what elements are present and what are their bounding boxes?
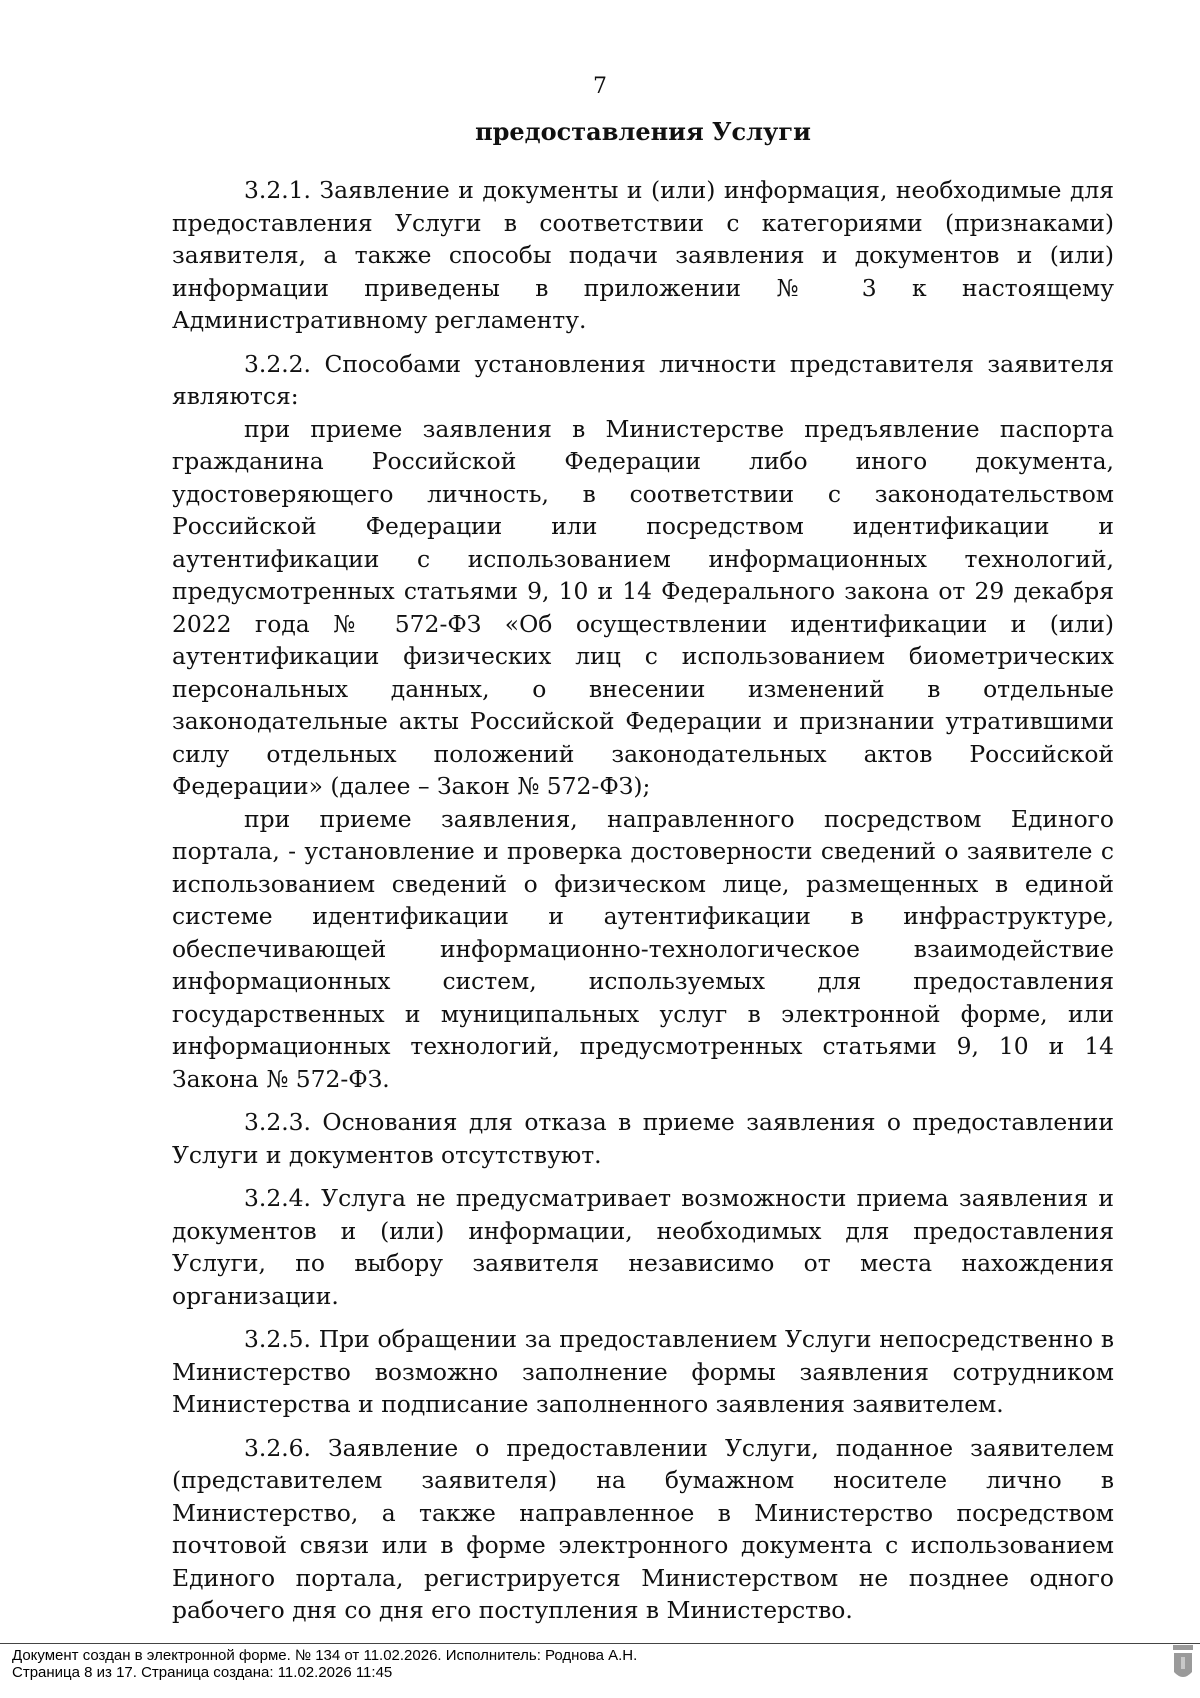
paragraph-3-2-1: 3.2.1. Заявление и документы и (или) информация, необходимые для предоставления Услуги в соответствии с категориями (признаками) заявителя, а также способы подачи заявления и документов и (или) информации приведены в приложении № 3 к настоящему Административному регламенту. [172,176,1114,334]
footer [12,1647,637,1681]
paragraph-identity-portal: при приеме заявления, направленного посредством Единого портала, - установление и проверка достоверности сведений о заявителе с использованием сведений о физическом лице, размещенных в единой системе идентификации и аутентификации в инфраструктуре, обеспечивающей информационно-технологическое взаимодействие информационных систем, используемых для предоставления государственных и муниципальных услуг в электронной форме, или информационных технологий, предусмотренных статьями 9, 10 и 14 Закона № 572-ФЗ. [172,804,1114,1093]
paragraph-3-2-4: 3.2.4. Услуга не предусматривает возможности приема заявления и документов и (или) информации, необходимых для предоставления Услуги, по выбору заявителя независимо от места нахождения организации. [172,1184,1114,1310]
footer-divider [0,1643,1200,1644]
paragraph-3-2-6: 3.2.6. Заявление о предоставлении Услуги, поданное заявителем (представителем заявителя) на бумажном носителе лично в Министерство, а также направленное в Министерство посредством почтовой связи или в форме электронного документа с использованием Единого портала, регистрируется Министерством не позднее одного рабочего дня со дня его поступления в Министерство. [172,1433,1114,1624]
coat-of-arms-icon [1172,1642,1194,1684]
paragraph-3-2-2: 3.2.2. Способами установления личности представителя заявителя являются: [172,349,1114,410]
section-heading: предоставления Услуги [475,117,811,146]
footer-document-info: Документ создан в электронной форме. № 134 от 11.02.2026. Исполнитель: Роднова А.Н. [12,1647,638,1664]
paragraph-3-2-5: 3.2.5. При обращении за предоставлением Услуги непосредственно в Министерство возможно заполнение формы заявления сотрудником Министерства и подписание заполненного заявления заявителем. [172,1325,1114,1418]
document-body [172,174,1114,1627]
paragraph-3-2-3: 3.2.3. Основания для отказа в приеме заявления о предоставлении Услуги и документов отсутствуют. [172,1108,1114,1169]
paragraph-identity-ministry: при приеме заявления в Министерстве предъявление паспорта гражданина Российской Федерации либо иного документа, удостоверяющего личность, в соответствии с законодательством Российской Федерации или посредством идентификации и аутентификации с использованием информационных технологий, предусмотренных статьями 9, 10 и 14 Федерального закона от 29 декабря 2022 года № 572-ФЗ «Об осуществлении идентификации и (или) аутентификации физических лиц с использованием биометрических персональных данных, о внесении изменений в отдельные законодательные акты Российской Федерации и признании утратившими силу отдельных положений законодательных актов Российской Федерации» (далее – Закон № 572-ФЗ); [172,414,1114,800]
footer-page-info: Страница 8 из 17. Страница создана: 11.02.2026 11:45 [12,1664,393,1681]
page-number: 7 [593,74,607,99]
